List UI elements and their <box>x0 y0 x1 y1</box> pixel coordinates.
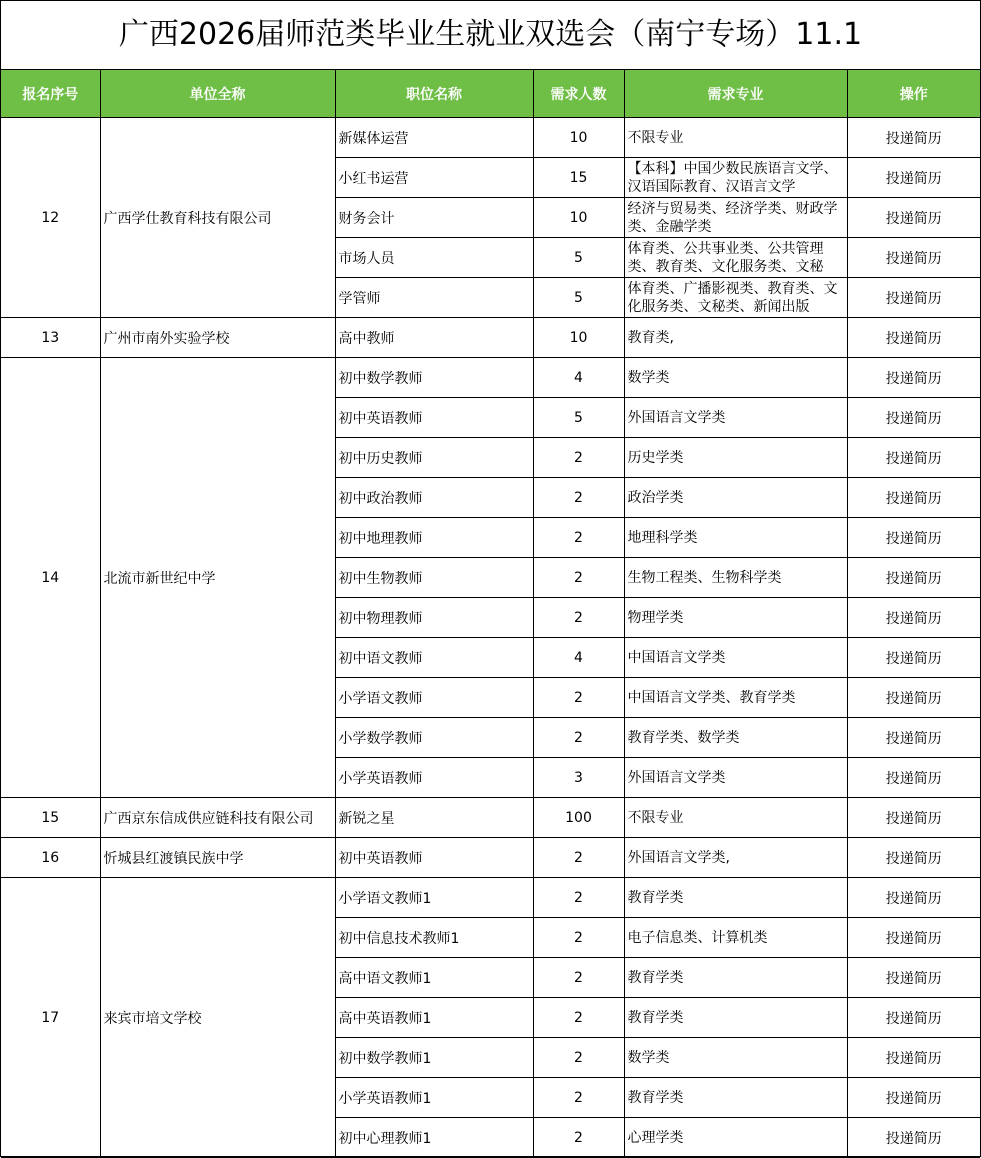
table-row <box>1 798 980 838</box>
required-major: 体育类、公共事业类、公共管理类、教育类、文化服务类、文秘 <box>624 238 847 278</box>
headcount: 10 <box>533 118 624 158</box>
column-header-action: 操作 <box>847 70 980 118</box>
submit-resume-button[interactable]: 投递简历 <box>847 958 980 998</box>
headcount: 4 <box>533 638 624 678</box>
headcount: 5 <box>533 238 624 278</box>
page-title: 广西2026届师范类毕业生就业双选会（南宁专场）11.1 <box>1 1 980 70</box>
required-major: 地理科学类 <box>624 518 847 558</box>
required-major: 教育学类 <box>624 998 847 1038</box>
position-name: 初中数学教师 <box>335 358 533 398</box>
submit-resume-button[interactable]: 投递简历 <box>847 238 980 278</box>
position-name: 初中英语教师 <box>335 838 533 878</box>
headcount: 2 <box>533 1078 624 1118</box>
required-major: 教育学类、数学类 <box>624 718 847 758</box>
required-major: 心理学类 <box>624 1118 847 1158</box>
company-name: 广西学仕教育科技有限公司 <box>100 118 335 318</box>
position-name: 小学语文教师1 <box>335 878 533 918</box>
headcount: 10 <box>533 198 624 238</box>
required-major: 中国语言文学类、教育学类 <box>624 678 847 718</box>
submit-resume-button[interactable]: 投递简历 <box>847 278 980 318</box>
column-header-major: 需求专业 <box>624 70 847 118</box>
registration-number: 12 <box>1 118 100 318</box>
position-name: 高中教师 <box>335 318 533 358</box>
required-major: 生物工程类、生物科学类 <box>624 558 847 598</box>
submit-resume-button[interactable]: 投递简历 <box>847 118 980 158</box>
headcount: 2 <box>533 558 624 598</box>
required-major: 不限专业 <box>624 118 847 158</box>
headcount: 2 <box>533 478 624 518</box>
company-name: 广州市南外实验学校 <box>100 318 335 358</box>
submit-resume-button[interactable]: 投递简历 <box>847 518 980 558</box>
required-major: 外国语言文学类 <box>624 398 847 438</box>
position-name: 初中地理教师 <box>335 518 533 558</box>
position-name: 财务会计 <box>335 198 533 238</box>
table-row <box>1 318 980 358</box>
headcount: 2 <box>533 838 624 878</box>
position-name: 小学语文教师 <box>335 678 533 718</box>
column-header-seq: 报名序号 <box>1 70 100 118</box>
company-name: 北流市新世纪中学 <box>100 358 335 798</box>
position-name: 小学数学教师 <box>335 718 533 758</box>
headcount: 2 <box>533 518 624 558</box>
required-major: 外国语言文学类, <box>624 838 847 878</box>
company-name: 来宾市培文学校 <box>100 878 335 1158</box>
headcount: 100 <box>533 798 624 838</box>
table-body <box>1 118 980 1158</box>
submit-resume-button[interactable]: 投递简历 <box>847 638 980 678</box>
position-name: 初中数学教师1 <box>335 1038 533 1078</box>
submit-resume-button[interactable]: 投递简历 <box>847 678 980 718</box>
required-major: 经济与贸易类、经济学类、财政学类、金融学类 <box>624 198 847 238</box>
submit-resume-button[interactable]: 投递简历 <box>847 318 980 358</box>
headcount: 15 <box>533 158 624 198</box>
required-major: 教育学类 <box>624 1078 847 1118</box>
headcount: 2 <box>533 678 624 718</box>
headcount: 2 <box>533 958 624 998</box>
required-major: 物理学类 <box>624 598 847 638</box>
position-name: 初中英语教师 <box>335 398 533 438</box>
table-row <box>1 878 980 918</box>
required-major: 教育学类 <box>624 958 847 998</box>
headcount: 10 <box>533 318 624 358</box>
required-major: 历史学类 <box>624 438 847 478</box>
position-name: 初中生物教师 <box>335 558 533 598</box>
company-name: 广西京东信成供应链科技有限公司 <box>100 798 335 838</box>
required-major: 教育学类 <box>624 878 847 918</box>
submit-resume-button[interactable]: 投递简历 <box>847 998 980 1038</box>
column-header-company: 单位全称 <box>100 70 335 118</box>
submit-resume-button[interactable]: 投递简历 <box>847 918 980 958</box>
headcount: 2 <box>533 1118 624 1158</box>
submit-resume-button[interactable]: 投递简历 <box>847 1118 980 1158</box>
position-name: 初中物理教师 <box>335 598 533 638</box>
required-major: 政治学类 <box>624 478 847 518</box>
position-name: 小学英语教师1 <box>335 1078 533 1118</box>
registration-number: 13 <box>1 318 100 358</box>
position-name: 初中信息技术教师1 <box>335 918 533 958</box>
table-row <box>1 838 980 878</box>
submit-resume-button[interactable]: 投递简历 <box>847 558 980 598</box>
submit-resume-button[interactable]: 投递简历 <box>847 158 980 198</box>
submit-resume-button[interactable]: 投递简历 <box>847 198 980 238</box>
position-name: 新媒体运营 <box>335 118 533 158</box>
required-major: 体育类、广播影视类、教育类、文化服务类、文秘类、新闻出版 <box>624 278 847 318</box>
position-name: 小学英语教师 <box>335 758 533 798</box>
submit-resume-button[interactable]: 投递简历 <box>847 598 980 638</box>
position-name: 小红书运营 <box>335 158 533 198</box>
position-name: 初中历史教师 <box>335 438 533 478</box>
position-name: 初中政治教师 <box>335 478 533 518</box>
position-name: 高中语文教师1 <box>335 958 533 998</box>
job-table <box>1 70 980 1158</box>
submit-resume-button[interactable]: 投递简历 <box>847 1078 980 1118</box>
position-name: 学管师 <box>335 278 533 318</box>
headcount: 2 <box>533 1038 624 1078</box>
position-name: 市场人员 <box>335 238 533 278</box>
required-major: 数学类 <box>624 358 847 398</box>
submit-resume-button[interactable]: 投递简历 <box>847 878 980 918</box>
submit-resume-button[interactable]: 投递简历 <box>847 1038 980 1078</box>
submit-resume-button[interactable]: 投递简历 <box>847 438 980 478</box>
required-major: 数学类 <box>624 1038 847 1078</box>
headcount: 2 <box>533 918 624 958</box>
position-name: 初中语文教师 <box>335 638 533 678</box>
headcount: 2 <box>533 598 624 638</box>
header-row <box>1 70 980 118</box>
headcount: 2 <box>533 878 624 918</box>
headcount: 5 <box>533 278 624 318</box>
position-name: 新锐之星 <box>335 798 533 838</box>
required-major: 电子信息类、计算机类 <box>624 918 847 958</box>
required-major: 中国语言文学类 <box>624 638 847 678</box>
column-header-count: 需求人数 <box>533 70 624 118</box>
submit-resume-button[interactable]: 投递简历 <box>847 798 980 838</box>
table-row <box>1 358 980 398</box>
headcount: 2 <box>533 998 624 1038</box>
position-name: 高中英语教师1 <box>335 998 533 1038</box>
submit-resume-button[interactable]: 投递简历 <box>847 478 980 518</box>
submit-resume-button[interactable]: 投递简历 <box>847 758 980 798</box>
company-name: 忻城县红渡镇民族中学 <box>100 838 335 878</box>
headcount: 2 <box>533 438 624 478</box>
registration-number: 15 <box>1 798 100 838</box>
required-major: 外国语言文学类 <box>624 758 847 798</box>
position-name: 初中心理教师1 <box>335 1118 533 1158</box>
headcount: 3 <box>533 758 624 798</box>
headcount: 5 <box>533 398 624 438</box>
registration-number: 17 <box>1 878 100 1158</box>
submit-resume-button[interactable]: 投递简历 <box>847 398 980 438</box>
required-major: 【本科】中国少数民族语言文学、汉语国际教育、汉语言文学 <box>624 158 847 198</box>
headcount: 4 <box>533 358 624 398</box>
required-major: 教育类, <box>624 318 847 358</box>
column-header-position: 职位名称 <box>335 70 533 118</box>
table-row <box>1 118 980 158</box>
submit-resume-button[interactable]: 投递简历 <box>847 718 980 758</box>
required-major: 不限专业 <box>624 798 847 838</box>
submit-resume-button[interactable]: 投递简历 <box>847 838 980 878</box>
registration-number: 14 <box>1 358 100 798</box>
registration-number: 16 <box>1 838 100 878</box>
headcount: 2 <box>533 718 624 758</box>
submit-resume-button[interactable]: 投递简历 <box>847 358 980 398</box>
